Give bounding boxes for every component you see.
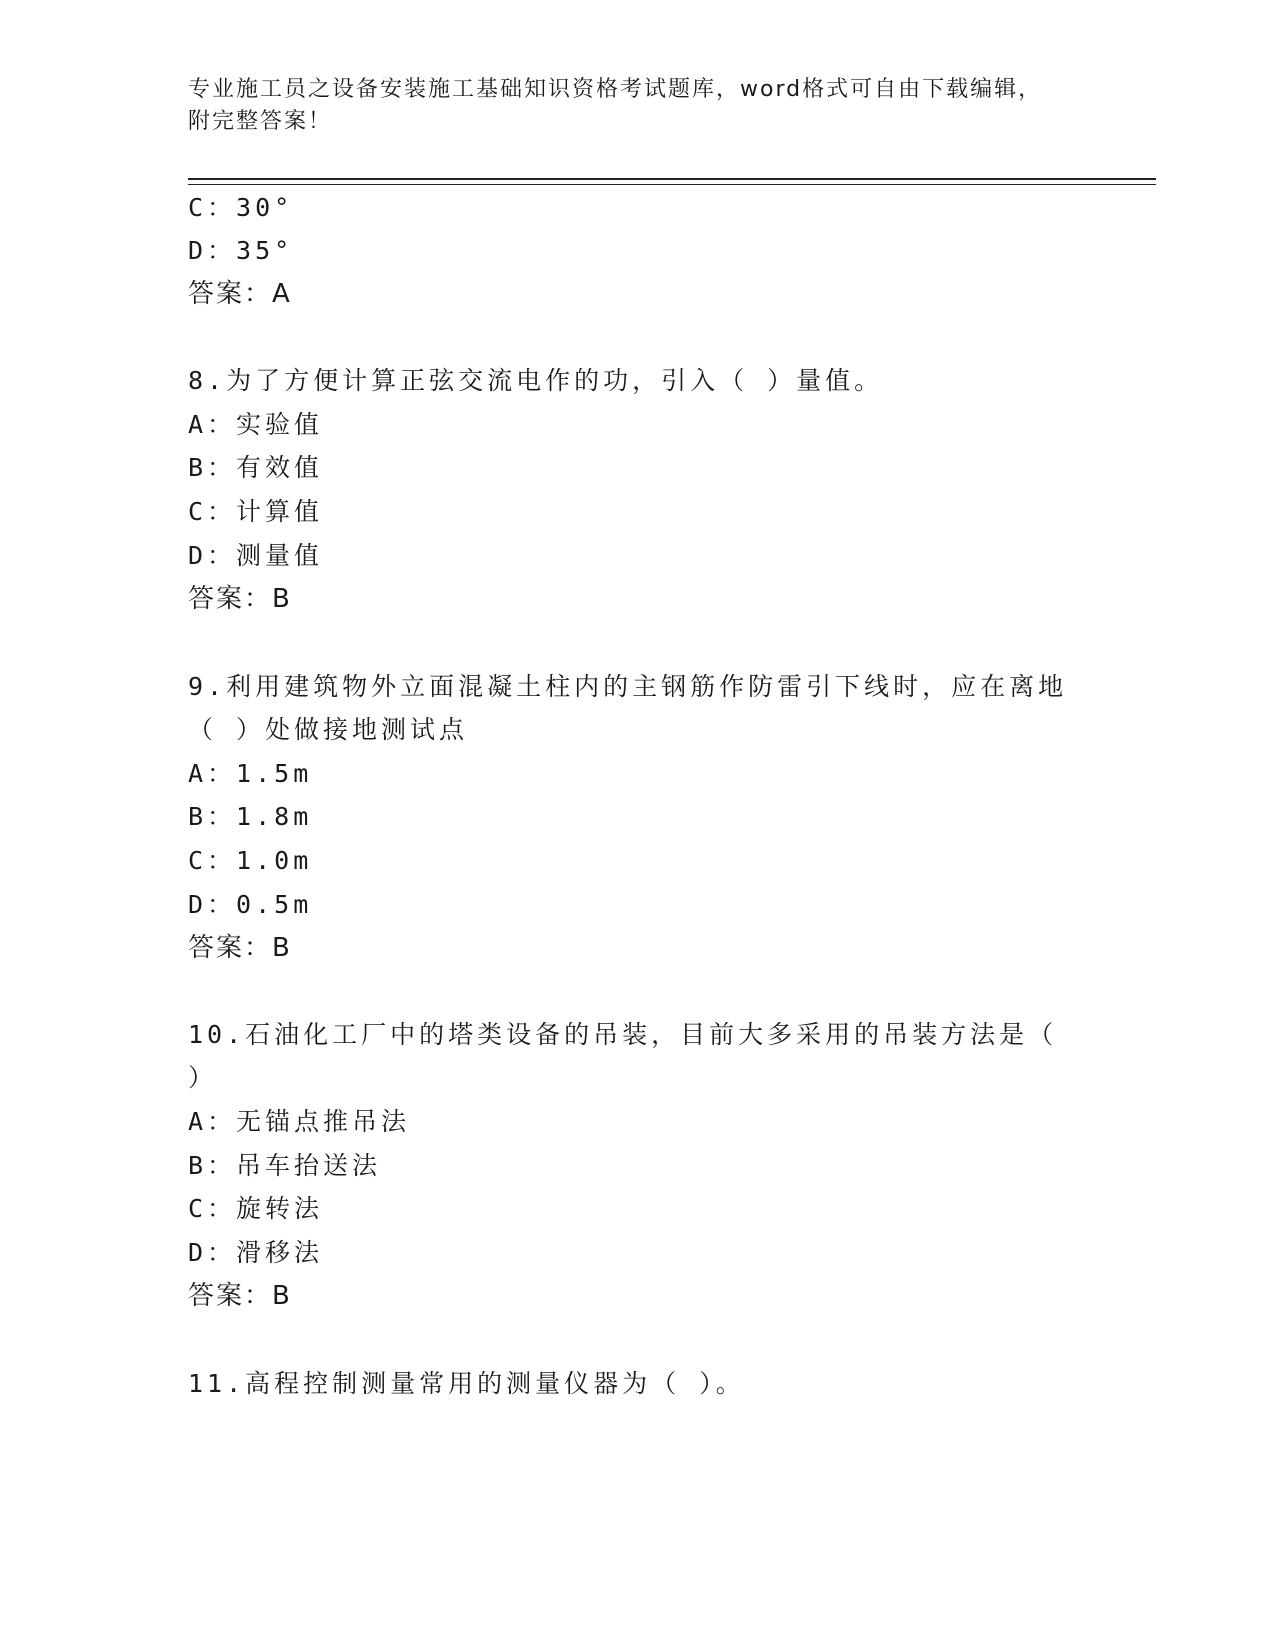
q10-option-d: D：滑移法 xyxy=(188,1238,324,1267)
q9-question-line-1: 9.利用建筑物外立面混凝土柱内的主钢筋作防雷引下线时，应在离地 xyxy=(188,672,1068,701)
header-rule-thick xyxy=(188,178,1156,180)
document-header xyxy=(188,74,1088,138)
header-line-2: 附完整答案！ xyxy=(188,109,333,134)
q8-option-c: C：计算值 xyxy=(188,497,324,526)
q7-answer: 答案：A xyxy=(188,279,292,309)
q10-question-line-2: ） xyxy=(188,1063,218,1092)
q7-option-d: D：35° xyxy=(188,236,294,265)
q8-option-b: B：有效值 xyxy=(188,453,324,482)
q11-question: 11.高程控制测量常用的测量仪器为（ ）。 xyxy=(188,1369,745,1398)
q9-answer: 答案：B xyxy=(188,933,292,963)
header-line-1: 专业施工员之设备安装施工基础知识资格考试题库，word格式可自由下载编辑， xyxy=(188,77,1043,102)
q9-question-line-2: （ ）处做接地测试点 xyxy=(188,715,469,744)
q8-question: 8.为了方便计算正弦交流电作的功，引入（ ）量值。 xyxy=(188,366,884,395)
q9-option-a: A：1.5m xyxy=(188,759,313,788)
q10-option-c: C：旋转法 xyxy=(188,1194,324,1223)
q10-answer: 答案：B xyxy=(188,1281,292,1311)
q9-option-c: C：1.0m xyxy=(188,846,313,875)
q10-option-b: B：吊车抬送法 xyxy=(188,1151,382,1180)
q9-option-b: B：1.8m xyxy=(188,802,313,831)
q9-option-d: D：0.5m xyxy=(188,890,313,919)
header-rule-thin xyxy=(188,184,1156,185)
q8-answer: 答案：B xyxy=(188,584,292,614)
q7-option-c: C：30° xyxy=(188,193,294,222)
q10-option-a: A：无锚点推吊法 xyxy=(188,1107,411,1136)
q8-option-a: A：实验值 xyxy=(188,410,324,439)
q10-question-line-1: 10.石油化工厂中的塔类设备的吊装，目前大多采用的吊装方法是（ xyxy=(188,1020,1058,1049)
q8-option-d: D：测量值 xyxy=(188,541,324,570)
